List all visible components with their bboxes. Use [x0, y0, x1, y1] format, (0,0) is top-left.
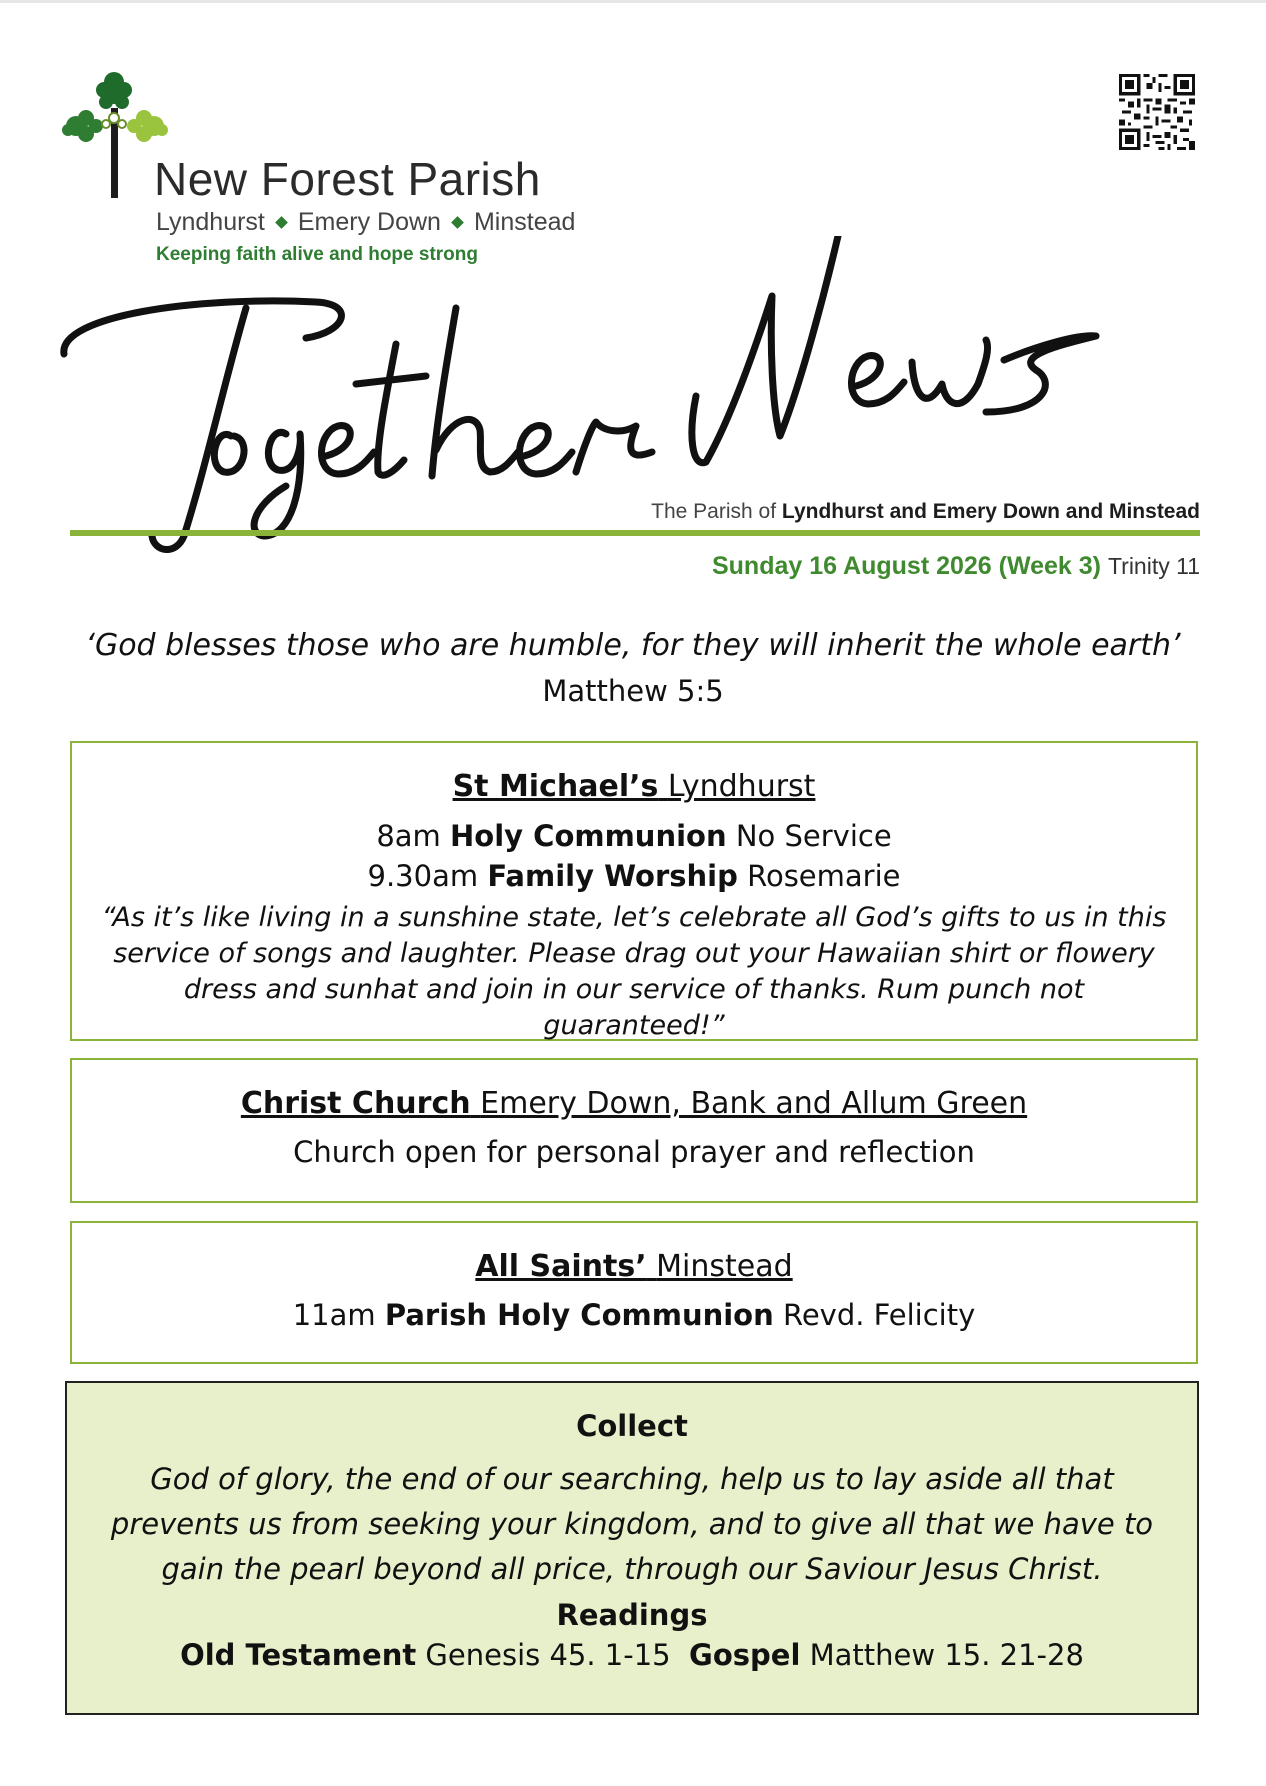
diamond-separator-icon	[451, 216, 464, 229]
collect-prayer: God of glory, the end of our searching, help us to lay aside all that prevents us from seeking your kingdom, and to give all that we have to gain the pearl beyond all price, through our Saviour Jesus Christ.	[110, 1462, 1154, 1586]
service-note: No Service	[735, 819, 892, 853]
parish-subtitle	[651, 500, 1200, 524]
place-lyndhurst: Lyndhurst	[156, 208, 265, 236]
old-testament-label: Old Testament	[180, 1638, 417, 1672]
church-place: Minstead	[656, 1249, 793, 1284]
church-heading	[72, 769, 1196, 804]
parish-tagline: Keeping faith alive and hope strong	[156, 244, 478, 265]
church-note: Church open for personal prayer and reflection	[293, 1135, 975, 1169]
church-name: All Saints’	[475, 1249, 647, 1284]
diamond-separator-icon	[275, 216, 288, 229]
gospel-ref: Matthew 15. 21-28	[809, 1638, 1084, 1672]
church-place: Emery Down, Bank and Allum Green	[480, 1086, 1028, 1121]
scripture-reference: Matthew 5:5	[542, 674, 724, 708]
qr-code-icon[interactable]	[1119, 74, 1195, 150]
service-line	[72, 1298, 1196, 1332]
old-testament-ref: Genesis 45. 1-15	[425, 1638, 671, 1672]
st-michaels-box	[70, 741, 1198, 1041]
subtitle-parishes: Lyndhurst and Emery Down and Minstead	[781, 500, 1200, 523]
green-rule	[70, 530, 1200, 536]
church-name: St Michael’s	[452, 769, 659, 804]
liturgical-week: Trinity 11	[1107, 553, 1200, 579]
subtitle-prefix: The Parish of	[651, 500, 777, 523]
place-emery-down: Emery Down	[297, 208, 441, 236]
gospel-label: Gospel	[689, 1638, 801, 1672]
top-divider	[0, 0, 1266, 3]
collect-title: Collect	[576, 1409, 688, 1443]
readings-title: Readings	[556, 1598, 708, 1632]
service-time: 9.30am	[367, 859, 479, 893]
service-description: “As it’s like living in a sunshine state, let’s celebrate all God’s gifts to us in this service of songs and laughter. Please drag out your Hawaiian shirt or flowery dress and sunhat and join in our service of thanks. Rum punch not guaranteed!”	[101, 902, 1167, 1041]
service-name: Holy Communion	[450, 819, 727, 853]
church-name: Christ Church	[240, 1086, 471, 1121]
service-line	[72, 816, 1196, 856]
church-heading	[72, 1086, 1196, 1121]
parish-places	[156, 208, 575, 237]
scripture-quote: ‘God blesses those who are humble, for they will inherit the whole earth’	[85, 628, 1181, 663]
place-minstead: Minstead	[473, 208, 576, 236]
church-place: Lyndhurst	[667, 769, 816, 804]
service-time: 8am	[376, 819, 441, 853]
service-line	[72, 856, 1196, 896]
collect-box	[65, 1381, 1199, 1715]
readings-line	[67, 1638, 1197, 1672]
service-name: Family Worship	[487, 859, 738, 893]
service-date: Sunday 16 August 2026 (Week 3)	[711, 552, 1102, 580]
service-time: 11am	[292, 1298, 376, 1332]
church-heading	[72, 1249, 1196, 1284]
parish-name: New Forest Parish	[154, 153, 541, 205]
service-leader: Revd. Felicity	[782, 1298, 976, 1332]
dateline	[712, 552, 1200, 581]
service-name: Parish Holy Communion	[384, 1298, 774, 1332]
all-saints-box	[70, 1221, 1198, 1364]
service-leader: Rosemarie	[747, 859, 901, 893]
christ-church-box	[70, 1058, 1198, 1203]
